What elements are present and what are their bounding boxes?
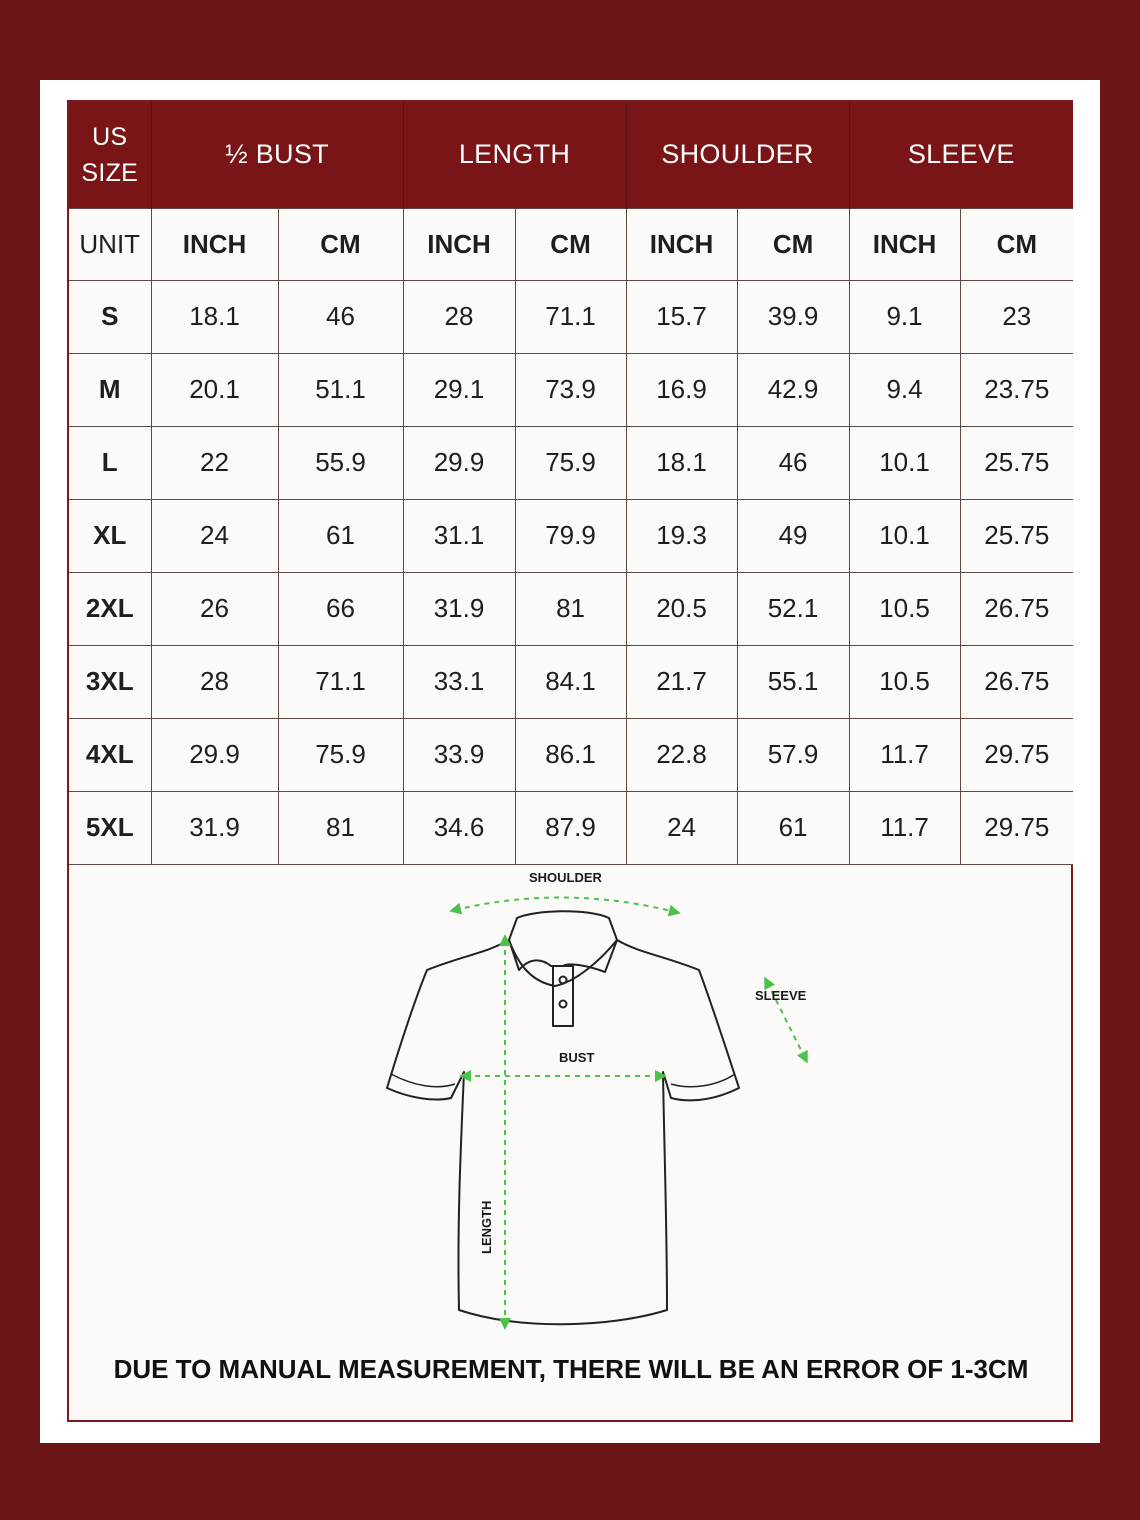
measurement-cell: 10.1	[849, 499, 960, 572]
measurement-cell: 29.75	[960, 718, 1073, 791]
unit-row	[69, 208, 1073, 280]
bust-header: ½ BUST	[151, 102, 403, 208]
measurement-cell: 25.75	[960, 426, 1073, 499]
measurement-cell: 19.3	[626, 499, 737, 572]
size-cell: 2XL	[69, 572, 151, 645]
measurement-cell: 29.9	[403, 426, 515, 499]
size-cell: 4XL	[69, 718, 151, 791]
measurement-cell: 28	[403, 280, 515, 353]
measurement-cell: 20.1	[151, 353, 278, 426]
shoulder-header: SHOULDER	[626, 102, 849, 208]
measurement-cell: 71.1	[278, 645, 403, 718]
table-row	[69, 426, 1073, 499]
measurement-cell: 71.1	[515, 280, 626, 353]
measurement-cell: 11.7	[849, 718, 960, 791]
size-cell: M	[69, 353, 151, 426]
table-row	[69, 645, 1073, 718]
measurement-cell: 33.9	[403, 718, 515, 791]
measurement-cell: 20.5	[626, 572, 737, 645]
measurement-cell: 52.1	[737, 572, 849, 645]
sleeve-label: SLEEVE	[755, 988, 807, 1003]
measurement-cell: 18.1	[626, 426, 737, 499]
measurement-cell: 57.9	[737, 718, 849, 791]
measurement-cell: 9.4	[849, 353, 960, 426]
measurement-cell: 18.1	[151, 280, 278, 353]
measurement-cell: 23.75	[960, 353, 1073, 426]
measurement-cell: 46	[737, 426, 849, 499]
measurement-cell: 23	[960, 280, 1073, 353]
measurement-cell: 10.5	[849, 572, 960, 645]
unit-cell: CM	[278, 208, 403, 280]
measurement-cell: 22.8	[626, 718, 737, 791]
bust-label: BUST	[559, 1050, 595, 1065]
measurement-cell: 79.9	[515, 499, 626, 572]
length-header: LENGTH	[403, 102, 626, 208]
unit-cell: INCH	[403, 208, 515, 280]
measurement-cell: 26.75	[960, 572, 1073, 645]
measurement-cell: 61	[278, 499, 403, 572]
length-label: LENGTH	[479, 1200, 494, 1254]
table-row	[69, 499, 1073, 572]
size-cell: 3XL	[69, 645, 151, 718]
unit-cell: CM	[515, 208, 626, 280]
measurement-cell: 81	[278, 791, 403, 864]
measurement-cell: 42.9	[737, 353, 849, 426]
measurement-cell: 31.9	[403, 572, 515, 645]
measurement-cell: 39.9	[737, 280, 849, 353]
measurement-cell: 25.75	[960, 499, 1073, 572]
unit-cell: INCH	[626, 208, 737, 280]
table-row	[69, 791, 1073, 864]
measurement-cell: 21.7	[626, 645, 737, 718]
us-size-header: US SIZE	[69, 102, 151, 208]
table-row	[69, 718, 1073, 791]
measurement-cell: 61	[737, 791, 849, 864]
unit-cell: INCH	[849, 208, 960, 280]
unit-label: UNIT	[69, 208, 151, 280]
measurement-cell: 22	[151, 426, 278, 499]
measurement-cell: 10.1	[849, 426, 960, 499]
measurement-cell: 55.1	[737, 645, 849, 718]
measurement-cell: 31.1	[403, 499, 515, 572]
measurement-cell: 33.1	[403, 645, 515, 718]
measurement-cell: 29.1	[403, 353, 515, 426]
measurement-cell: 34.6	[403, 791, 515, 864]
table-row	[69, 353, 1073, 426]
measurement-cell: 31.9	[151, 791, 278, 864]
measurement-cell: 29.9	[151, 718, 278, 791]
shoulder-label: SHOULDER	[529, 870, 602, 885]
table-row	[69, 280, 1073, 353]
size-cell: 5XL	[69, 791, 151, 864]
size-cell: L	[69, 426, 151, 499]
unit-cell: CM	[960, 208, 1073, 280]
measurement-cell: 75.9	[515, 426, 626, 499]
size-cell: S	[69, 280, 151, 353]
measurement-cell: 81	[515, 572, 626, 645]
polo-shirt-illustration	[319, 862, 839, 1342]
measurement-cell: 26	[151, 572, 278, 645]
measurement-cell: 66	[278, 572, 403, 645]
measurement-cell: 24	[626, 791, 737, 864]
measurement-cell: 51.1	[278, 353, 403, 426]
measurement-cell: 26.75	[960, 645, 1073, 718]
measurement-cell: 10.5	[849, 645, 960, 718]
measurement-arrows	[455, 897, 805, 1324]
unit-cell: CM	[737, 208, 849, 280]
measurement-cell: 75.9	[278, 718, 403, 791]
header-row	[69, 102, 1073, 208]
size-chart-table	[69, 102, 1073, 865]
shirt-outline	[387, 911, 739, 1324]
measurement-cell: 29.75	[960, 791, 1073, 864]
measurement-cell: 46	[278, 280, 403, 353]
size-chart-card	[40, 80, 1100, 1443]
measurement-cell: 11.7	[849, 791, 960, 864]
measurement-cell: 9.1	[849, 280, 960, 353]
size-chart-frame	[67, 100, 1073, 1422]
unit-cell: INCH	[151, 208, 278, 280]
polo-shirt-diagram	[319, 862, 839, 1342]
measurement-cell: 16.9	[626, 353, 737, 426]
measurement-cell: 24	[151, 499, 278, 572]
measurement-cell: 84.1	[515, 645, 626, 718]
measurement-cell: 28	[151, 645, 278, 718]
sleeve-header: SLEEVE	[849, 102, 1073, 208]
measurement-note: DUE TO MANUAL MEASUREMENT, THERE WILL BE AN ERROR OF 1-3CM	[113, 1354, 1029, 1384]
measurement-cell: 73.9	[515, 353, 626, 426]
measurement-cell: 86.1	[515, 718, 626, 791]
measurement-cell: 87.9	[515, 791, 626, 864]
table-row	[69, 572, 1073, 645]
measurement-cell: 49	[737, 499, 849, 572]
measurement-cell: 15.7	[626, 280, 737, 353]
measurement-cell: 55.9	[278, 426, 403, 499]
size-cell: XL	[69, 499, 151, 572]
